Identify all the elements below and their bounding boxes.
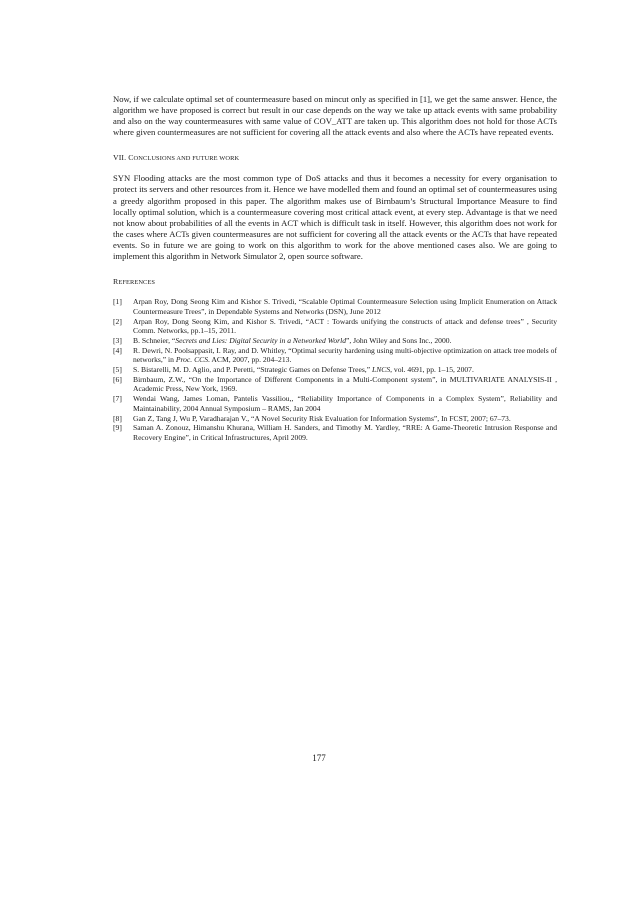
reference-italic-venue: LNCS: [371, 365, 391, 375]
heading-rest: ONCLUSIONS AND FUTURE WORK: [133, 155, 240, 163]
intro-paragraph: Now, if we calculate optimal set of countermeasure based on mincut only as specified in [1], we get the same answer. Hence, the algorithm we have proposed is correct but result in our case depends on the way we take up attack events with same probability and also on the way countermeasures with same value of COV_ATT are taken up. This algorithm does not hold for those ACTs where given countermeasures are not sufficient for covering all the attack events and also where the ACTs have repeated events.: [113, 94, 557, 138]
reference-item: [113, 336, 557, 346]
reference-item: [113, 317, 557, 336]
conclusions-paragraph: SYN Flooding attacks are the most common type of DoS attacks and thus it becomes a necessity for every organisation to protect its servers and other resources from it. Hence we have modelled them and found an optimal set of countermeasures using a greedy algorithm proposed in this paper. The algorithm makes use of Birnbaum’s Structural Importance Measure to find locally optimal solution, which is a countermeasure covering most critical attack event, at every step. Advantage is that we need not know about probabilities of all the events in ACT which is difficult task in itself. However, this algorithm does not work for the cases where ACTs given countermeasures are not sufficient for covering all the attack events or the ACTs that have repeated events. So in future we are going to work on this algorithm to work for the above mentioned cases also. We are going to implement this algorithm in Network Simulator 2, open source software.: [113, 173, 557, 262]
section-number: VII.: [113, 153, 129, 163]
reference-item: [113, 423, 557, 442]
page-number: 177: [312, 753, 326, 763]
reference-number: [1]: [113, 297, 122, 307]
reference-italic-title: Secrets and Lies: Digital Security in a Networked World: [175, 335, 346, 345]
heading-initial: C: [128, 153, 134, 163]
reference-text: Saman A. Zonouz, Himanshu Khurana, William H. Sanders, and Timothy M. Yardley, “RRE: A Game-Theoretic Intrusion Response and Recovery Engine”, in Critical Infrastructures, April 2009.: [133, 423, 557, 442]
reference-item: [113, 375, 557, 394]
reference-text: R. Dewri, N. Poolsappasit, I. Ray, and D. Whitley, “Optimal security hardening using multi-objective optimization on attack tree models of networks,” in: [133, 345, 557, 365]
reference-item: [113, 346, 557, 365]
reference-text: Gan Z, Tang J, Wu P, Varadharajan V., “A Novel Security Risk Evaluation for Information Systems”, In FCST, 2007; 67–73.: [133, 413, 511, 423]
reference-italic-venue: Proc. CCS: [175, 355, 209, 365]
reference-item: [113, 297, 557, 316]
section-heading-references: [113, 277, 557, 288]
section-heading-conclusions: [113, 153, 557, 164]
reference-text: Wendai Wang, James Loman, Pantelis Vassiliou,, “Reliability Importance of Components in a Complex System”, Reliability and Maintainability, 2004 Annual Symposium – RAMS, Jan 2004: [133, 394, 557, 413]
reference-item: [113, 365, 557, 375]
reference-item: [113, 414, 557, 424]
reference-number: [3]: [113, 335, 122, 345]
reference-number: [5]: [113, 365, 122, 375]
reference-text: Birnbaum, Z.W., “On the Importance of Different Components in a Multi-Component system”, in MULTIVARIATE ANALYSIS-II , Academic Press, New York, 1969.: [133, 374, 557, 394]
reference-text: , vol. 4691, pp. 1–15, 2007.: [390, 365, 474, 375]
page-content: [113, 94, 557, 443]
reference-text: . ACM, 2007, pp. 204–213.: [208, 355, 292, 365]
reference-text: Arpan Roy, Dong Seong Kim, and Kishor S. Trivedi, “ACT : Towards unifying the constructs of attack and defense trees” , Security Comm. Networks, pp.1–15, 2011.: [133, 316, 557, 336]
reference-item: [113, 394, 557, 413]
reference-list: [113, 297, 557, 443]
reference-number: [9]: [113, 423, 122, 433]
heading-initial: R: [113, 277, 119, 287]
reference-number: [8]: [113, 413, 122, 423]
reference-text: B. Schneier, “: [133, 335, 176, 345]
reference-number: [7]: [113, 394, 122, 404]
reference-text: Arpan Roy, Dong Seong Kim and Kishor S. Trivedi, “Scalable Optimal Countermeasure Selection using Implicit Enumeration on Attack Countermeasure Trees”, in Dependable Systems and Networks (DSN), June 2012: [133, 297, 557, 316]
reference-number: [2]: [113, 316, 122, 326]
reference-number: [6]: [113, 374, 122, 384]
heading-rest: EFERENCES: [118, 279, 156, 287]
reference-text: S. Bistarelli, M. D. Aglio, and P. Peretti, “Strategic Games on Defense Trees,”: [133, 365, 372, 375]
reference-number: [4]: [113, 345, 122, 355]
reference-text: ”, John Wiley and Sons Inc., 2000.: [346, 335, 452, 345]
